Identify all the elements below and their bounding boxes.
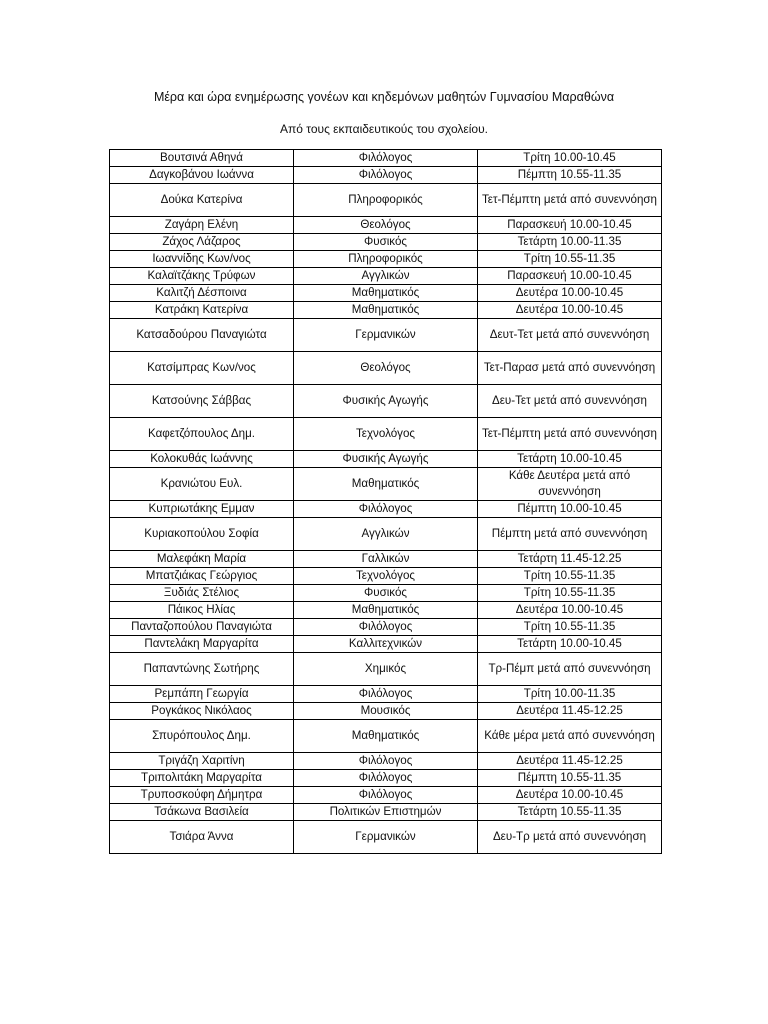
meeting-time-cell: Κάθε μέρα μετά από συνεννόηση — [478, 720, 662, 753]
meeting-time-cell: Τετάρτη 10.00-10.45 — [478, 451, 662, 468]
teacher-specialty-cell: Θεολόγος — [294, 217, 478, 234]
table-row — [110, 753, 662, 770]
teacher-name-cell: Τσάκωνα Βασιλεία — [110, 804, 294, 821]
teacher-specialty-cell: Φυσικός — [294, 585, 478, 602]
teacher-specialty-cell: Φιλόλογος — [294, 167, 478, 184]
table-row — [110, 418, 662, 451]
meeting-time-cell: Τετάρτη 11.45-12.25 — [478, 551, 662, 568]
meeting-time-cell: Τρίτη 10.55-11.35 — [478, 585, 662, 602]
meeting-time-cell: Τετάρτη 10.00-11.35 — [478, 234, 662, 251]
teacher-name-cell: Ιωαννίδης Κων/νος — [110, 251, 294, 268]
meeting-time-cell: Πέμπτη 10.55-11.35 — [478, 770, 662, 787]
table-row — [110, 770, 662, 787]
table-row — [110, 636, 662, 653]
teacher-specialty-cell: Φιλόλογος — [294, 753, 478, 770]
table-row — [110, 468, 662, 501]
teacher-name-cell: Πανταζοπούλου Παναγιώτα — [110, 619, 294, 636]
schedule-table — [109, 149, 662, 854]
teacher-specialty-cell: Γερμανικών — [294, 319, 478, 352]
document-title: Μέρα και ώρα ενημέρωσης γονέων και κηδεμόνων μαθητών Γυμνασίου Μαραθώνα — [153, 90, 615, 104]
teacher-specialty-cell: Μαθηματικός — [294, 720, 478, 753]
meeting-time-cell: Δευτ-Τετ μετά από συνεννόηση — [478, 319, 662, 352]
teacher-specialty-cell: Μουσικός — [294, 703, 478, 720]
table-row — [110, 821, 662, 854]
teacher-specialty-cell: Καλλιτεχνικών — [294, 636, 478, 653]
teacher-specialty-cell: Μαθηματικός — [294, 602, 478, 619]
teacher-specialty-cell: Μαθηματικός — [294, 302, 478, 319]
table-row — [110, 150, 662, 167]
table-row — [110, 585, 662, 602]
meeting-time-cell: Δευτέρα 10.00-10.45 — [478, 285, 662, 302]
teacher-name-cell: Σπυρόπουλος Δημ. — [110, 720, 294, 753]
teacher-specialty-cell: Φιλόλογος — [294, 787, 478, 804]
teacher-specialty-cell: Πληροφορικός — [294, 251, 478, 268]
teacher-specialty-cell: Αγγλικών — [294, 268, 478, 285]
teacher-specialty-cell: Φιλόλογος — [294, 150, 478, 167]
teacher-specialty-cell: Φιλόλογος — [294, 501, 478, 518]
table-row — [110, 285, 662, 302]
teacher-name-cell: Κατσαδούρου Παναγιώτα — [110, 319, 294, 352]
teacher-specialty-cell: Φιλόλογος — [294, 686, 478, 703]
table-row — [110, 787, 662, 804]
teacher-name-cell: Δαγκοβάνου Ιωάννα — [110, 167, 294, 184]
teacher-name-cell: Κυπριωτάκης Εμμαν — [110, 501, 294, 518]
teacher-name-cell: Κατσούνης Σάββας — [110, 385, 294, 418]
meeting-time-cell: Δευ-Τρ μετά από συνεννόηση — [478, 821, 662, 854]
teacher-name-cell: Κυριακοπούλου Σοφία — [110, 518, 294, 551]
teacher-specialty-cell: Τεχνολόγος — [294, 418, 478, 451]
meeting-time-cell: Δευτέρα 10.00-10.45 — [478, 302, 662, 319]
meeting-time-cell: Παρασκευή 10.00-10.45 — [478, 217, 662, 234]
teacher-specialty-cell: Φυσικής Αγωγής — [294, 451, 478, 468]
table-row — [110, 302, 662, 319]
meeting-time-cell: Κάθε Δευτέρα μετά από συνεννόηση — [478, 468, 662, 501]
teacher-specialty-cell: Θεολόγος — [294, 352, 478, 385]
teacher-name-cell: Κολοκυθάς Ιωάννης — [110, 451, 294, 468]
teacher-name-cell: Κατσίμπρας Κων/νος — [110, 352, 294, 385]
meeting-time-cell: Δευτέρα 10.00-10.45 — [478, 602, 662, 619]
teacher-name-cell: Κατράκη Κατερίνα — [110, 302, 294, 319]
table-row — [110, 251, 662, 268]
document-subtitle: Από τους εκπαιδευτικούς του σχολείου. — [279, 122, 489, 136]
table-row — [110, 234, 662, 251]
meeting-time-cell: Πέμπτη 10.00-10.45 — [478, 501, 662, 518]
teacher-name-cell: Τριπολιτάκη Μαργαρίτα — [110, 770, 294, 787]
meeting-time-cell: Τρ-Πέμπ μετά από συνεννόηση — [478, 653, 662, 686]
table-row — [110, 653, 662, 686]
table-row — [110, 568, 662, 585]
table-row — [110, 703, 662, 720]
meeting-time-cell: Τρίτη 10.00-11.35 — [478, 686, 662, 703]
teacher-specialty-cell: Τεχνολόγος — [294, 568, 478, 585]
table-row — [110, 619, 662, 636]
table-row — [110, 518, 662, 551]
teacher-name-cell: Καφετζόπουλος Δημ. — [110, 418, 294, 451]
teacher-name-cell: Ζάχος Λάζαρος — [110, 234, 294, 251]
teacher-specialty-cell: Φιλόλογος — [294, 770, 478, 787]
meeting-time-cell: Παρασκευή 10.00-10.45 — [478, 268, 662, 285]
teacher-specialty-cell: Γαλλικών — [294, 551, 478, 568]
teacher-specialty-cell: Αγγλικών — [294, 518, 478, 551]
meeting-time-cell: Δευτέρα 11.45-12.25 — [478, 703, 662, 720]
table-row — [110, 720, 662, 753]
meeting-time-cell: Τρίτη 10.55-11.35 — [478, 251, 662, 268]
meeting-time-cell: Τετάρτη 10.00-10.45 — [478, 636, 662, 653]
meeting-time-cell: Δευ-Τετ μετά από συνεννόηση — [478, 385, 662, 418]
table-row — [110, 319, 662, 352]
teacher-name-cell: Πάικος Ηλίας — [110, 602, 294, 619]
teacher-name-cell: Ξυδιάς Στέλιος — [110, 585, 294, 602]
teacher-specialty-cell: Φιλόλογος — [294, 619, 478, 636]
table-row — [110, 686, 662, 703]
teacher-name-cell: Ρεμπάπη Γεωργία — [110, 686, 294, 703]
table-row — [110, 217, 662, 234]
table-row — [110, 167, 662, 184]
meeting-time-cell: Τετ-Πέμπτη μετά από συνεννόηση — [478, 418, 662, 451]
meeting-time-cell: Πέμπτη 10.55-11.35 — [478, 167, 662, 184]
teacher-name-cell: Τριγάζη Χαριτίνη — [110, 753, 294, 770]
table-row — [110, 451, 662, 468]
teacher-name-cell: Ρογκάκος Νικόλαος — [110, 703, 294, 720]
teacher-name-cell: Κρανιώτου Ευλ. — [110, 468, 294, 501]
table-row — [110, 602, 662, 619]
teacher-name-cell: Μπατζιάκας Γεώργιος — [110, 568, 294, 585]
meeting-time-cell: Τετ-Παρασ μετά από συνεννόηση — [478, 352, 662, 385]
table-row — [110, 551, 662, 568]
meeting-time-cell: Τρίτη 10.55-11.35 — [478, 568, 662, 585]
meeting-time-cell: Τετ-Πέμπτη μετά από συνεννόηση — [478, 184, 662, 217]
teacher-name-cell: Παντελάκη Μαργαρίτα — [110, 636, 294, 653]
teacher-specialty-cell: Χημικός — [294, 653, 478, 686]
table-row — [110, 184, 662, 217]
teacher-specialty-cell: Φυσικής Αγωγής — [294, 385, 478, 418]
meeting-time-cell: Πέμπτη μετά από συνεννόηση — [478, 518, 662, 551]
table-row — [110, 804, 662, 821]
meeting-time-cell: Τρίτη 10.55-11.35 — [478, 619, 662, 636]
teacher-name-cell: Τρυποσκούφη Δήμητρα — [110, 787, 294, 804]
teacher-name-cell: Δούκα Κατερίνα — [110, 184, 294, 217]
table-row — [110, 352, 662, 385]
teacher-specialty-cell: Πληροφορικός — [294, 184, 478, 217]
teacher-specialty-cell: Φυσικός — [294, 234, 478, 251]
teacher-specialty-cell: Γερμανικών — [294, 821, 478, 854]
teacher-name-cell: Καλιτζή Δέσποινα — [110, 285, 294, 302]
table-row — [110, 385, 662, 418]
meeting-time-cell: Τετάρτη 10.55-11.35 — [478, 804, 662, 821]
meeting-time-cell: Τρίτη 10.00-10.45 — [478, 150, 662, 167]
meeting-time-cell: Δευτέρα 11.45-12.25 — [478, 753, 662, 770]
teacher-specialty-cell: Μαθηματικός — [294, 285, 478, 302]
teacher-name-cell: Τσιάρα Άννα — [110, 821, 294, 854]
teacher-name-cell: Ζαγάρη Ελένη — [110, 217, 294, 234]
table-row — [110, 501, 662, 518]
teacher-name-cell: Μαλεφάκη Μαρία — [110, 551, 294, 568]
teacher-name-cell: Καλαϊτζάκης Τρύφων — [110, 268, 294, 285]
teacher-name-cell: Παπαντώνης Σωτήρης — [110, 653, 294, 686]
teacher-specialty-cell: Πολιτικών Επιστημών — [294, 804, 478, 821]
meeting-time-cell: Δευτέρα 10.00-10.45 — [478, 787, 662, 804]
teacher-specialty-cell: Μαθηματικός — [294, 468, 478, 501]
teacher-name-cell: Βουτσινά Αθηνά — [110, 150, 294, 167]
table-row — [110, 268, 662, 285]
